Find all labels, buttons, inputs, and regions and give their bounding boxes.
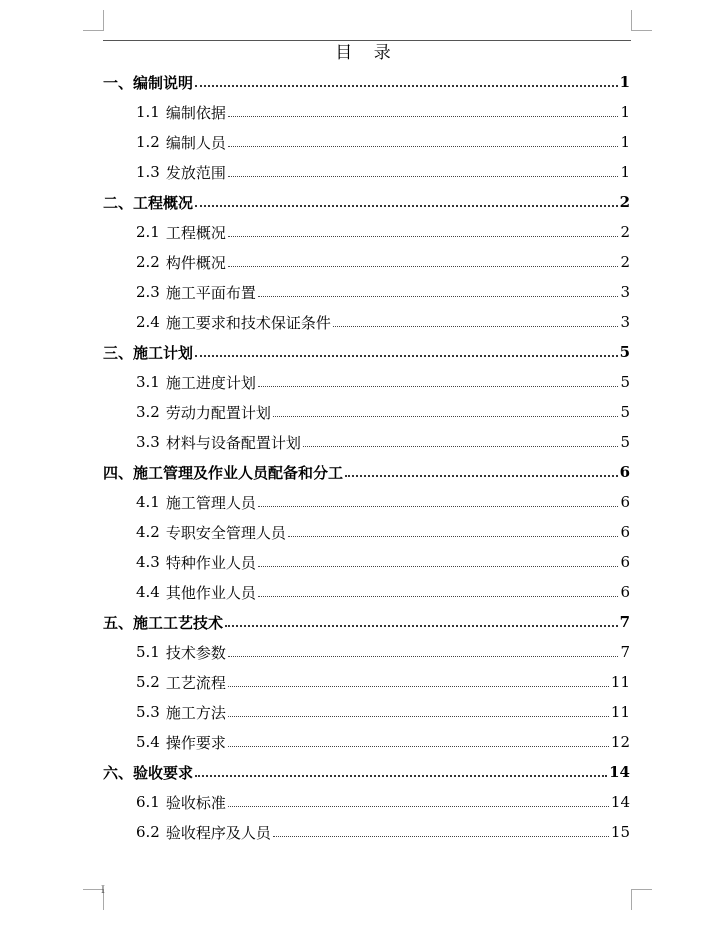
- toc-entry-number: 3.1: [136, 373, 160, 391]
- toc-subsection-entry[interactable]: [103, 667, 630, 697]
- toc-page-number: 5: [619, 343, 630, 361]
- toc-page-number: 2: [619, 193, 630, 211]
- toc-dot-leader: [228, 236, 618, 237]
- toc-subsection-entry[interactable]: [103, 787, 630, 817]
- toc-dot-leader: [228, 656, 618, 657]
- toc-dot-leader: [273, 836, 609, 837]
- toc-entry-number: 2.4: [136, 313, 160, 331]
- toc-entry-title: 施工计划: [133, 343, 194, 362]
- toc-entry-number: 6.1: [136, 793, 160, 811]
- toc-entry-number: 5.3: [136, 703, 160, 721]
- toc-page-number: 6: [620, 583, 630, 601]
- toc-page-number: 14: [610, 793, 630, 811]
- toc-subsection-entry[interactable]: [103, 577, 630, 607]
- toc-subsection-entry[interactable]: [103, 697, 630, 727]
- toc-subsection-entry[interactable]: [103, 367, 630, 397]
- toc-page-number: 1: [620, 103, 630, 121]
- toc-section-entry[interactable]: [103, 757, 630, 787]
- toc-section-entry[interactable]: [103, 457, 630, 487]
- toc-entry-title: 验收要求: [133, 763, 194, 782]
- toc-dot-leader: [228, 746, 609, 747]
- toc-page-number: 6: [620, 553, 630, 571]
- toc-subsection-entry[interactable]: [103, 817, 630, 847]
- toc-entry-title: 构件概况: [165, 253, 226, 272]
- toc-dot-leader: [228, 176, 618, 177]
- toc-dot-leader: [333, 326, 618, 327]
- toc-dot-leader: [195, 85, 618, 87]
- toc-dot-leader: [345, 475, 618, 477]
- toc-subsection-entry[interactable]: [103, 127, 630, 157]
- toc-subsection-entry[interactable]: [103, 157, 630, 187]
- crop-mark-top-right: [631, 10, 652, 31]
- toc-entry-title: 施工要求和技术保证条件: [165, 313, 331, 332]
- toc-dot-leader: [228, 806, 609, 807]
- toc-entry-number: 5.2: [136, 673, 160, 691]
- toc-entry-number: 1.3: [136, 163, 160, 181]
- toc-page-number: 5: [620, 373, 630, 391]
- toc-title: 目 录: [335, 43, 399, 63]
- toc-page-number: 5: [620, 433, 630, 451]
- toc-entry-number: 4.4: [136, 583, 160, 601]
- toc-entry-title: 验收程序及人员: [165, 823, 271, 842]
- toc-entry-title: 材料与设备配置计划: [165, 433, 301, 452]
- toc-subsection-entry[interactable]: [103, 637, 630, 667]
- toc-entry-number: 四、: [103, 463, 134, 482]
- toc-subsection-entry[interactable]: [103, 397, 630, 427]
- toc-entry-title: 编制人员: [165, 133, 226, 152]
- toc-dot-leader: [195, 355, 618, 357]
- toc-page-number: 1: [619, 73, 630, 91]
- toc-entry-title: 施工管理人员: [165, 493, 256, 512]
- toc-section-entry[interactable]: [103, 607, 630, 637]
- toc-subsection-entry[interactable]: [103, 97, 630, 127]
- toc-section-entry[interactable]: [103, 337, 630, 367]
- toc-entry-number: 2.2: [136, 253, 160, 271]
- toc-subsection-entry[interactable]: [103, 517, 630, 547]
- toc-dot-leader: [228, 266, 618, 267]
- header-rule: [103, 40, 631, 41]
- toc-entry-title: 技术参数: [165, 643, 226, 662]
- toc-subsection-entry[interactable]: [103, 547, 630, 577]
- toc-dot-leader: [258, 506, 618, 507]
- toc-entry-number: 4.1: [136, 493, 160, 511]
- toc-page-number: 14: [609, 763, 630, 781]
- toc-page-number: 7: [619, 613, 630, 631]
- toc-entry-title: 施工进度计划: [165, 373, 256, 392]
- toc-dot-leader: [258, 566, 618, 567]
- toc-entry-title: 施工管理及作业人员配备和分工: [133, 463, 344, 482]
- toc-subsection-entry[interactable]: [103, 727, 630, 757]
- toc-entry-number: 6.2: [136, 823, 160, 841]
- toc-section-entry[interactable]: [103, 187, 630, 217]
- table-of-contents: [103, 67, 630, 847]
- toc-entry-number: 五、: [103, 613, 134, 632]
- toc-page-number: 6: [620, 523, 630, 541]
- toc-entry-number: 4.2: [136, 523, 160, 541]
- toc-entry-number: 5.1: [136, 643, 160, 661]
- toc-dot-leader: [258, 596, 618, 597]
- toc-page-number: 1: [620, 163, 630, 181]
- toc-page-number: 1: [620, 133, 630, 151]
- toc-page-number: 3: [620, 283, 630, 301]
- toc-entry-number: 1.2: [136, 133, 160, 151]
- toc-entry-title: 施工方法: [165, 703, 226, 722]
- toc-entry-number: 5.4: [136, 733, 160, 751]
- toc-dot-leader: [195, 775, 607, 777]
- toc-dot-leader: [258, 386, 618, 387]
- toc-entry-title: 施工工艺技术: [133, 613, 224, 632]
- toc-entry-title: 施工平面布置: [165, 283, 256, 302]
- toc-dot-leader: [273, 416, 618, 417]
- toc-page-number: 3: [620, 313, 630, 331]
- toc-dot-leader: [228, 716, 609, 717]
- toc-dot-leader: [258, 296, 618, 297]
- toc-entry-title: 其他作业人员: [165, 583, 256, 602]
- toc-page-number: 11: [610, 703, 630, 721]
- toc-section-entry[interactable]: [103, 67, 630, 97]
- toc-entry-title: 验收标准: [165, 793, 226, 812]
- toc-entry-number: 2.3: [136, 283, 160, 301]
- crop-mark-bottom-right: [631, 889, 652, 910]
- toc-page-number: 2: [620, 253, 630, 271]
- toc-entry-number: 2.1: [136, 223, 160, 241]
- toc-entry-title: 工程概况: [133, 193, 194, 212]
- toc-subsection-entry[interactable]: [103, 247, 630, 277]
- toc-dot-leader: [195, 205, 618, 207]
- toc-entry-number: 4.3: [136, 553, 160, 571]
- page-number-footer: I: [101, 885, 105, 896]
- toc-subsection-entry[interactable]: [103, 307, 630, 337]
- toc-entry-number: 一、: [103, 73, 134, 92]
- toc-page-number: 6: [619, 463, 630, 481]
- toc-entry-title: 操作要求: [165, 733, 226, 752]
- toc-entry-title: 专职安全管理人员: [165, 523, 286, 542]
- toc-entry-number: 1.1: [136, 103, 160, 121]
- toc-entry-number: 3.2: [136, 403, 160, 421]
- toc-page-number: 11: [610, 673, 630, 691]
- toc-entry-title: 编制依据: [165, 103, 226, 122]
- toc-subsection-entry[interactable]: [103, 427, 630, 457]
- toc-dot-leader: [303, 446, 618, 447]
- toc-page-number: 15: [610, 823, 630, 841]
- toc-entry-number: 二、: [103, 193, 134, 212]
- toc-page-number: 7: [620, 643, 630, 661]
- toc-page-number: 6: [620, 493, 630, 511]
- crop-mark-top-left: [83, 10, 104, 31]
- toc-entry-title: 特种作业人员: [165, 553, 256, 572]
- toc-entry-number: 三、: [103, 343, 134, 362]
- toc-page-number: 2: [620, 223, 630, 241]
- toc-subsection-entry[interactable]: [103, 217, 630, 247]
- toc-dot-leader: [228, 146, 618, 147]
- toc-dot-leader: [225, 625, 618, 627]
- toc-entry-title: 劳动力配置计划: [165, 403, 271, 422]
- toc-dot-leader: [228, 686, 609, 687]
- toc-page-number: 12: [610, 733, 630, 751]
- toc-entry-number: 六、: [103, 763, 134, 782]
- toc-page-number: 5: [620, 403, 630, 421]
- toc-entry-number: 3.3: [136, 433, 160, 451]
- toc-entry-title: 工艺流程: [165, 673, 226, 692]
- toc-entry-title: 工程概况: [165, 223, 226, 242]
- toc-entry-title: 发放范围: [165, 163, 226, 182]
- toc-entry-title: 编制说明: [133, 73, 194, 92]
- toc-subsection-entry[interactable]: [103, 277, 630, 307]
- toc-subsection-entry[interactable]: [103, 487, 630, 517]
- toc-dot-leader: [288, 536, 618, 537]
- toc-dot-leader: [228, 116, 618, 117]
